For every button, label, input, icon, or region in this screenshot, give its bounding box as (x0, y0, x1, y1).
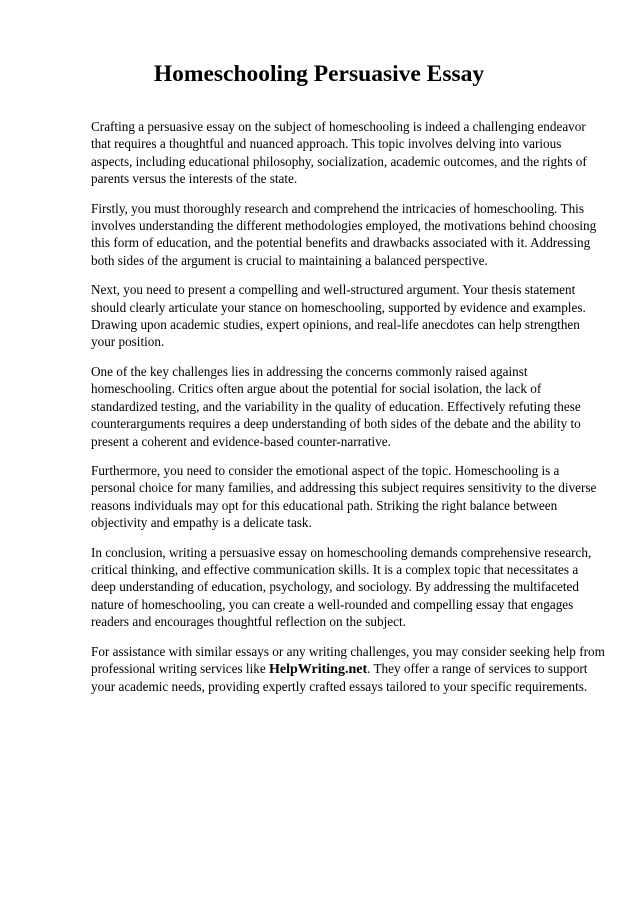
text-line: that requires a thoughtful and nuanced approach. This topic involves delving into various (91, 136, 562, 152)
text-line: Furthermore, you need to consider the emotional aspect of the topic. Homeschooling is a (91, 462, 560, 478)
text-line: Drawing upon academic studies, expert opinions, and real-life anecdotes can help strengthen (91, 317, 580, 333)
paragraph-challenges (91, 363, 601, 450)
text-line: readers and encourages thoughtful reflection on the subject. (91, 614, 406, 630)
closing-text-before: professional writing services like (91, 660, 269, 676)
text-line: objectivity and empathy is a delicate task. (91, 515, 312, 531)
text-line: Firstly, you must thoroughly research and comprehend the intricacies of homeschooling. This (91, 200, 584, 216)
text-line: Crafting a persuasive essay on the subject of homeschooling is indeed a challenging endeavor (91, 119, 586, 134)
paragraph-emotional (91, 462, 601, 532)
essay-body (91, 118, 605, 708)
text-line: critical thinking, and effective communication skills. It is a complex topic that necessitates a (91, 561, 579, 577)
text-line: present a coherent and evidence-based counter-narrative. (91, 433, 391, 449)
text-line: reasons individuals may opt for this educational path. Striking the right balance between (91, 497, 558, 513)
text-line: aspects, including educational philosophy, socialization, academic outcomes, and the rights of (91, 153, 587, 169)
text-line: your position. (91, 334, 165, 350)
text-line: standardized testing, and the variability in the quality of education. Effectively refuting these (91, 398, 581, 414)
text-line: should clearly articulate your stance on homeschooling, supported by evidence and examples. (91, 299, 586, 315)
text-line: Next, you need to present a compelling and well-structured argument. Your thesis statement (91, 282, 576, 298)
text-line: In conclusion, writing a persuasive essay on homeschooling demands comprehensive research, (91, 544, 592, 560)
text-line: nature of homeschooling, you can create a well-rounded and compelling essay that engages (91, 596, 574, 612)
text-line: personal choice for many families, and addressing this subject requires sensitivity to the diverse (91, 480, 597, 496)
closing-text-after: . They offer a range of services to support (367, 660, 588, 676)
text-line: deep understanding of education, psychology, and sociology. By addressing the multifaceted (91, 579, 579, 595)
text-line: parents versus the interests of the state. (91, 171, 298, 187)
text-line (91, 660, 601, 678)
brand-link[interactable]: HelpWriting.net (269, 661, 368, 677)
text-line: this form of education, and the potential benefits and drawbacks associated with it. Addressing (91, 235, 591, 251)
text-line: both sides of the argument is crucial to maintaining a balanced perspective. (91, 252, 488, 268)
text-line: For assistance with similar essays or any writing challenges, you may consider seeking help from (91, 643, 605, 659)
paragraph-research (91, 200, 601, 270)
text-line: involves understanding the different methodologies employed, the motivations behind choosing (91, 218, 597, 234)
text-line: your academic needs, providing expertly crafted essays tailored to your specific requirements. (91, 679, 588, 695)
paragraph-intro (91, 118, 601, 188)
paragraph-conclusion (91, 544, 601, 631)
text-line: counterarguments requires a deep understanding of both sides of the debate and the ability to (91, 416, 581, 432)
text-line: One of the key challenges lies in addressing the concerns commonly raised against (91, 363, 528, 379)
paragraph-argument (91, 281, 601, 351)
paragraph-closing (91, 643, 605, 696)
page-title: Homeschooling Persuasive Essay (153, 61, 485, 87)
text-line: homeschooling. Critics often argue about the potential for social isolation, the lack of (91, 381, 542, 397)
